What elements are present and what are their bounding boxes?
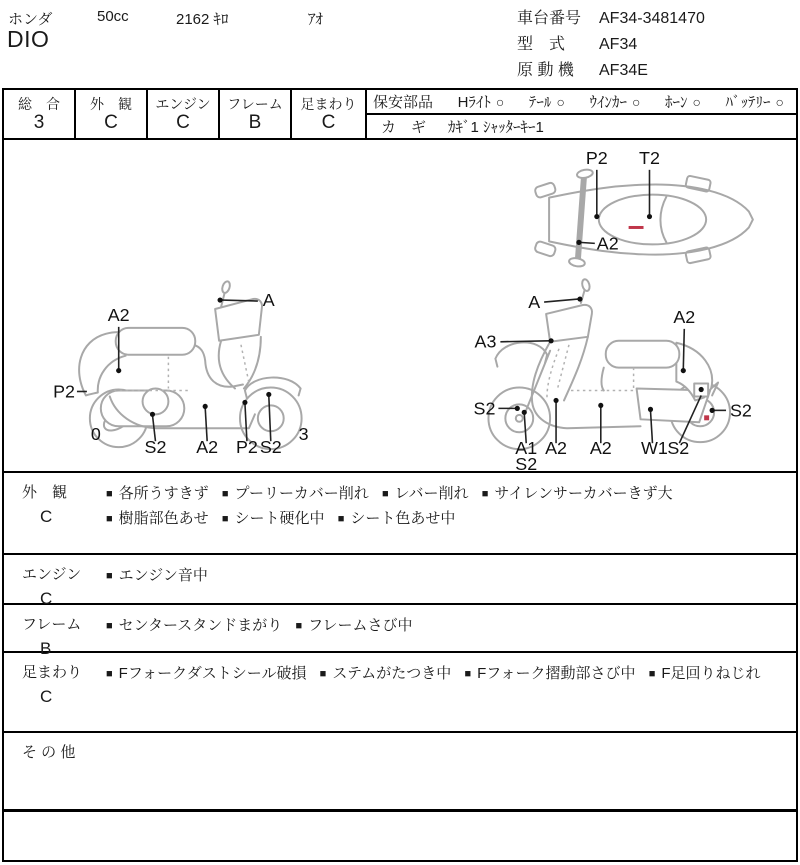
rating-grade: 3 <box>33 111 45 133</box>
condition-sections <box>2 473 798 812</box>
section-items <box>104 605 796 651</box>
defect-item: ■ エンジン音中 <box>106 564 208 589</box>
section-undercarriage <box>4 653 796 733</box>
diagram-label: P2 <box>235 437 258 458</box>
scooter-top-view <box>534 168 753 267</box>
vehicle-id-block <box>517 6 705 84</box>
defect-item: ■ シート硬化中 <box>222 507 325 532</box>
rating-cell-overall <box>4 90 76 138</box>
mileage-text: 2162 ｷﾛ <box>176 11 229 28</box>
section-label: そ の 他 <box>22 744 76 761</box>
diagram-label: 0 <box>90 424 101 445</box>
rating-grade: C <box>104 111 118 133</box>
section-head <box>4 653 104 731</box>
diagram-label: S2 <box>473 398 496 419</box>
diagram-label: 3 <box>298 424 309 445</box>
safety-item-label: ﾃｰﾙ <box>528 94 552 111</box>
diagram-label: S2 <box>259 437 282 458</box>
ratings-row <box>2 88 798 140</box>
damage-diagram-box <box>2 140 798 473</box>
safety-item-label: ｳｲﾝｶｰ <box>589 94 627 111</box>
sheet-header <box>0 0 800 88</box>
diagram-label: S2 <box>144 437 167 458</box>
ok-circle-icon: ○ <box>495 93 505 110</box>
rating-cell-undercarriage <box>292 90 367 138</box>
rating-grade: B <box>248 111 262 133</box>
safety-item-battery <box>726 91 784 112</box>
rating-grade: C <box>176 111 190 133</box>
type-label: 型 式 <box>517 36 566 53</box>
wheel-damage-mark <box>704 415 709 420</box>
section-grade: C <box>40 589 53 608</box>
safety-item-label: ﾊﾞｯﾃﾘｰ <box>725 94 771 111</box>
model-name: DIO <box>7 26 50 52</box>
rating-label: 足まわり <box>300 95 357 112</box>
defect-item: ■ ステムがたつき中 <box>320 662 452 687</box>
ok-circle-icon: ○ <box>775 93 784 110</box>
diagram-label: S2 <box>667 438 690 459</box>
bottom-empty-box <box>2 812 798 862</box>
diagram-label: A2 <box>107 304 130 325</box>
safety-item-tail <box>529 91 565 112</box>
safety-parts-box <box>367 90 796 138</box>
section-frame <box>4 605 796 658</box>
diagram-label: A2 <box>545 438 567 459</box>
diagram-label: A2 <box>673 306 696 327</box>
ok-circle-icon: ○ <box>631 93 641 110</box>
safety-parts-title: 保安部品 <box>373 94 434 111</box>
defect-item: ■ 各所うすきず <box>106 482 209 507</box>
safety-parts-row <box>367 90 796 115</box>
scooter-line-art <box>79 168 753 449</box>
diagram-label: A <box>528 291 541 312</box>
defect-item: ■ シート色あせ中 <box>338 507 456 532</box>
diagram-label: A2 <box>196 437 219 458</box>
section-exterior <box>4 473 796 555</box>
rating-label: エンジン <box>155 95 211 112</box>
defect-item: ■ プーリーカバー削れ <box>222 482 369 507</box>
diagram-label: A3 <box>474 331 497 352</box>
rating-label: 総 合 <box>18 95 60 112</box>
diagram-label: P2 <box>53 381 75 402</box>
color-text: ｱｵ <box>308 11 324 28</box>
chassis-label: 車台番号 <box>517 10 582 27</box>
section-head <box>4 473 104 553</box>
key-label: カ ギ <box>381 119 427 136</box>
section-label: フレーム <box>22 616 82 633</box>
diagram-label: W1 <box>641 438 668 459</box>
diagram-label: T2 <box>639 147 660 168</box>
diagram-label: A2 <box>589 438 612 459</box>
rating-grade: C <box>321 111 336 133</box>
rating-label: 外 観 <box>90 95 132 112</box>
defect-item: ■ F足回りねじれ <box>649 662 761 687</box>
maker-text: ホンダ <box>8 11 53 28</box>
diagram-label: A <box>262 289 275 310</box>
damage-diagram-svg <box>4 140 796 471</box>
section-head <box>4 605 104 658</box>
section-label: 足まわり <box>22 664 83 681</box>
rating-label: フレーム <box>227 95 283 112</box>
rating-cell-exterior <box>76 90 148 138</box>
engine-label: 原 動 機 <box>517 62 574 79</box>
section-items <box>104 555 796 603</box>
section-grade: C <box>40 687 53 706</box>
defect-item: ■ レバー削れ <box>382 482 469 507</box>
type-value: AF34 <box>599 36 638 53</box>
diagram-label: A1 <box>515 438 538 459</box>
section-items <box>104 473 796 553</box>
ok-circle-icon: ○ <box>556 93 565 110</box>
key-row <box>367 115 796 138</box>
panel-seam-dotted-lines <box>114 345 637 401</box>
diagram-label: P2 <box>585 147 608 168</box>
section-engine <box>4 555 796 608</box>
displacement-text: 50cc <box>97 8 129 25</box>
diagram-label: A2 <box>596 233 619 254</box>
safety-item-label: Hﾗｲﾄ <box>457 94 491 111</box>
section-other <box>4 733 796 812</box>
diagram-label: S2 <box>730 400 752 421</box>
key-value: ｶｷﾞ1 ｼｬｯﾀｰｷｰ1 <box>448 119 544 136</box>
section-label: エンジン <box>22 566 82 583</box>
section-items <box>104 733 796 809</box>
diagram-label: S2 <box>515 454 538 471</box>
section-label: 外 観 <box>22 484 68 501</box>
defect-item: ■ Fフォークダストシール破損 <box>106 662 306 687</box>
safety-item-winker <box>589 91 640 112</box>
section-grade: B <box>40 639 52 658</box>
defect-item: ■ フレームさび中 <box>295 614 412 639</box>
pointer-dots <box>116 214 715 417</box>
rating-cell-frame <box>220 90 292 138</box>
safety-item-label: ﾎｰﾝ <box>664 94 688 111</box>
engine-value: AF34E <box>599 62 648 79</box>
section-items <box>104 653 796 731</box>
defect-item: ■ センタースタンドまがり <box>106 614 282 639</box>
defect-item: ■ サイレンサーカバーきず大 <box>482 482 673 507</box>
defect-item: ■ Fフォーク摺動部さび中 <box>464 662 635 687</box>
chassis-number: AF34-3481470 <box>599 10 705 27</box>
section-head <box>4 733 104 809</box>
section-grade: C <box>40 507 53 526</box>
rating-cell-engine <box>148 90 220 138</box>
defect-item: ■ 樹脂部色あせ <box>106 507 209 532</box>
ok-circle-icon: ○ <box>692 93 701 110</box>
safety-item-headlight <box>458 91 505 112</box>
safety-item-horn <box>665 91 701 112</box>
section-head <box>4 555 104 608</box>
